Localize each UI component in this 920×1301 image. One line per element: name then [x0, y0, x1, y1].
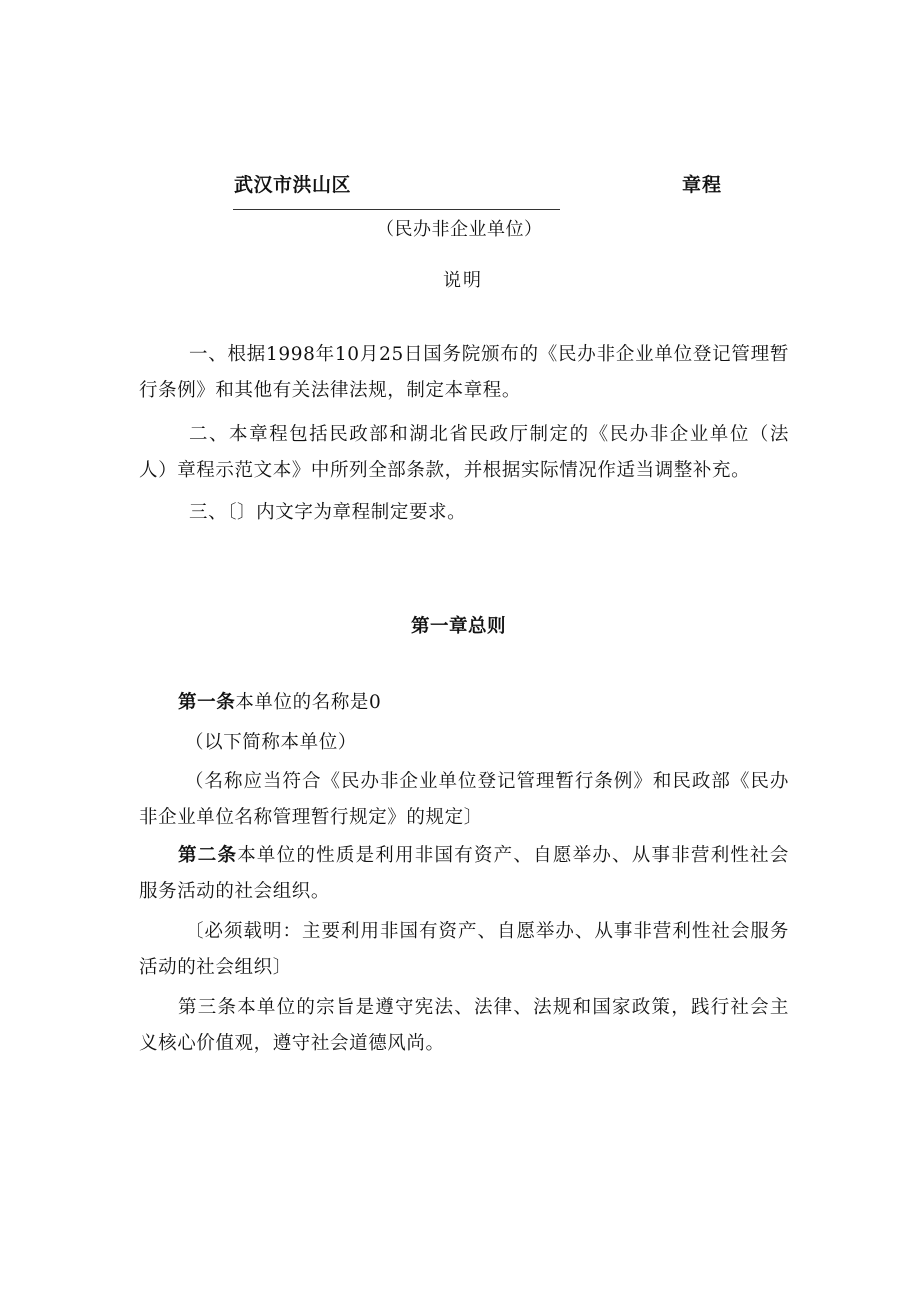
- intro-paragraph-3: 三、〔〕内文字为章程制定要求。: [189, 502, 467, 523]
- intro-paragraph-1: 一、根据1998年10月25日国务院颁布的《民办非企业单位登记管理暂行条例》和其他有关法律法规，制定本章程。: [139, 344, 789, 401]
- title-blank-underline: [233, 209, 560, 210]
- article-1-number: 第一条: [178, 692, 236, 713]
- article-1-text: 本单位的名称是0: [235, 692, 382, 713]
- article-2-text: 本单位的性质是利用非国有资产、自愿举办、从事非营利性社会服务活动的社会组织。: [139, 845, 789, 902]
- chapter-heading: 第一章总则: [411, 616, 507, 637]
- article-2-number: 第二条: [178, 845, 238, 866]
- article-2: [139, 838, 789, 910]
- intro-paragraph-2: 二、本章程包括民政部和湖北省民政厅制定的《民办非企业单位（法人）章程示范文本》中所列全部条款，并根据实际情况作适当调整补充。: [139, 424, 789, 481]
- title-district: 武汉市洪山区: [234, 174, 352, 196]
- article-1-note: （名称应当符合《民办非企业单位登记管理暂行条例》和民政部《民办非企业单位名称管理暂行规定》的规定〕: [139, 771, 789, 828]
- article-2-note: 〔必须载明：主要利用非国有资产、自愿举办、从事非营利性社会服务活动的社会组织〕: [139, 921, 789, 978]
- subtitle-org-type: （民办非企业单位）: [376, 219, 543, 240]
- article-1-abbreviation: （以下简称本单位）: [185, 732, 357, 753]
- article-1: [139, 685, 789, 721]
- title-charter: 章程: [682, 174, 723, 196]
- explain-heading: 说明: [443, 270, 483, 291]
- article-3: 第三条本单位的宗旨是遵守宪法、法律、法规和国家政策，践行社会主义核心价值观，遵守社会道德风尚。: [139, 997, 789, 1054]
